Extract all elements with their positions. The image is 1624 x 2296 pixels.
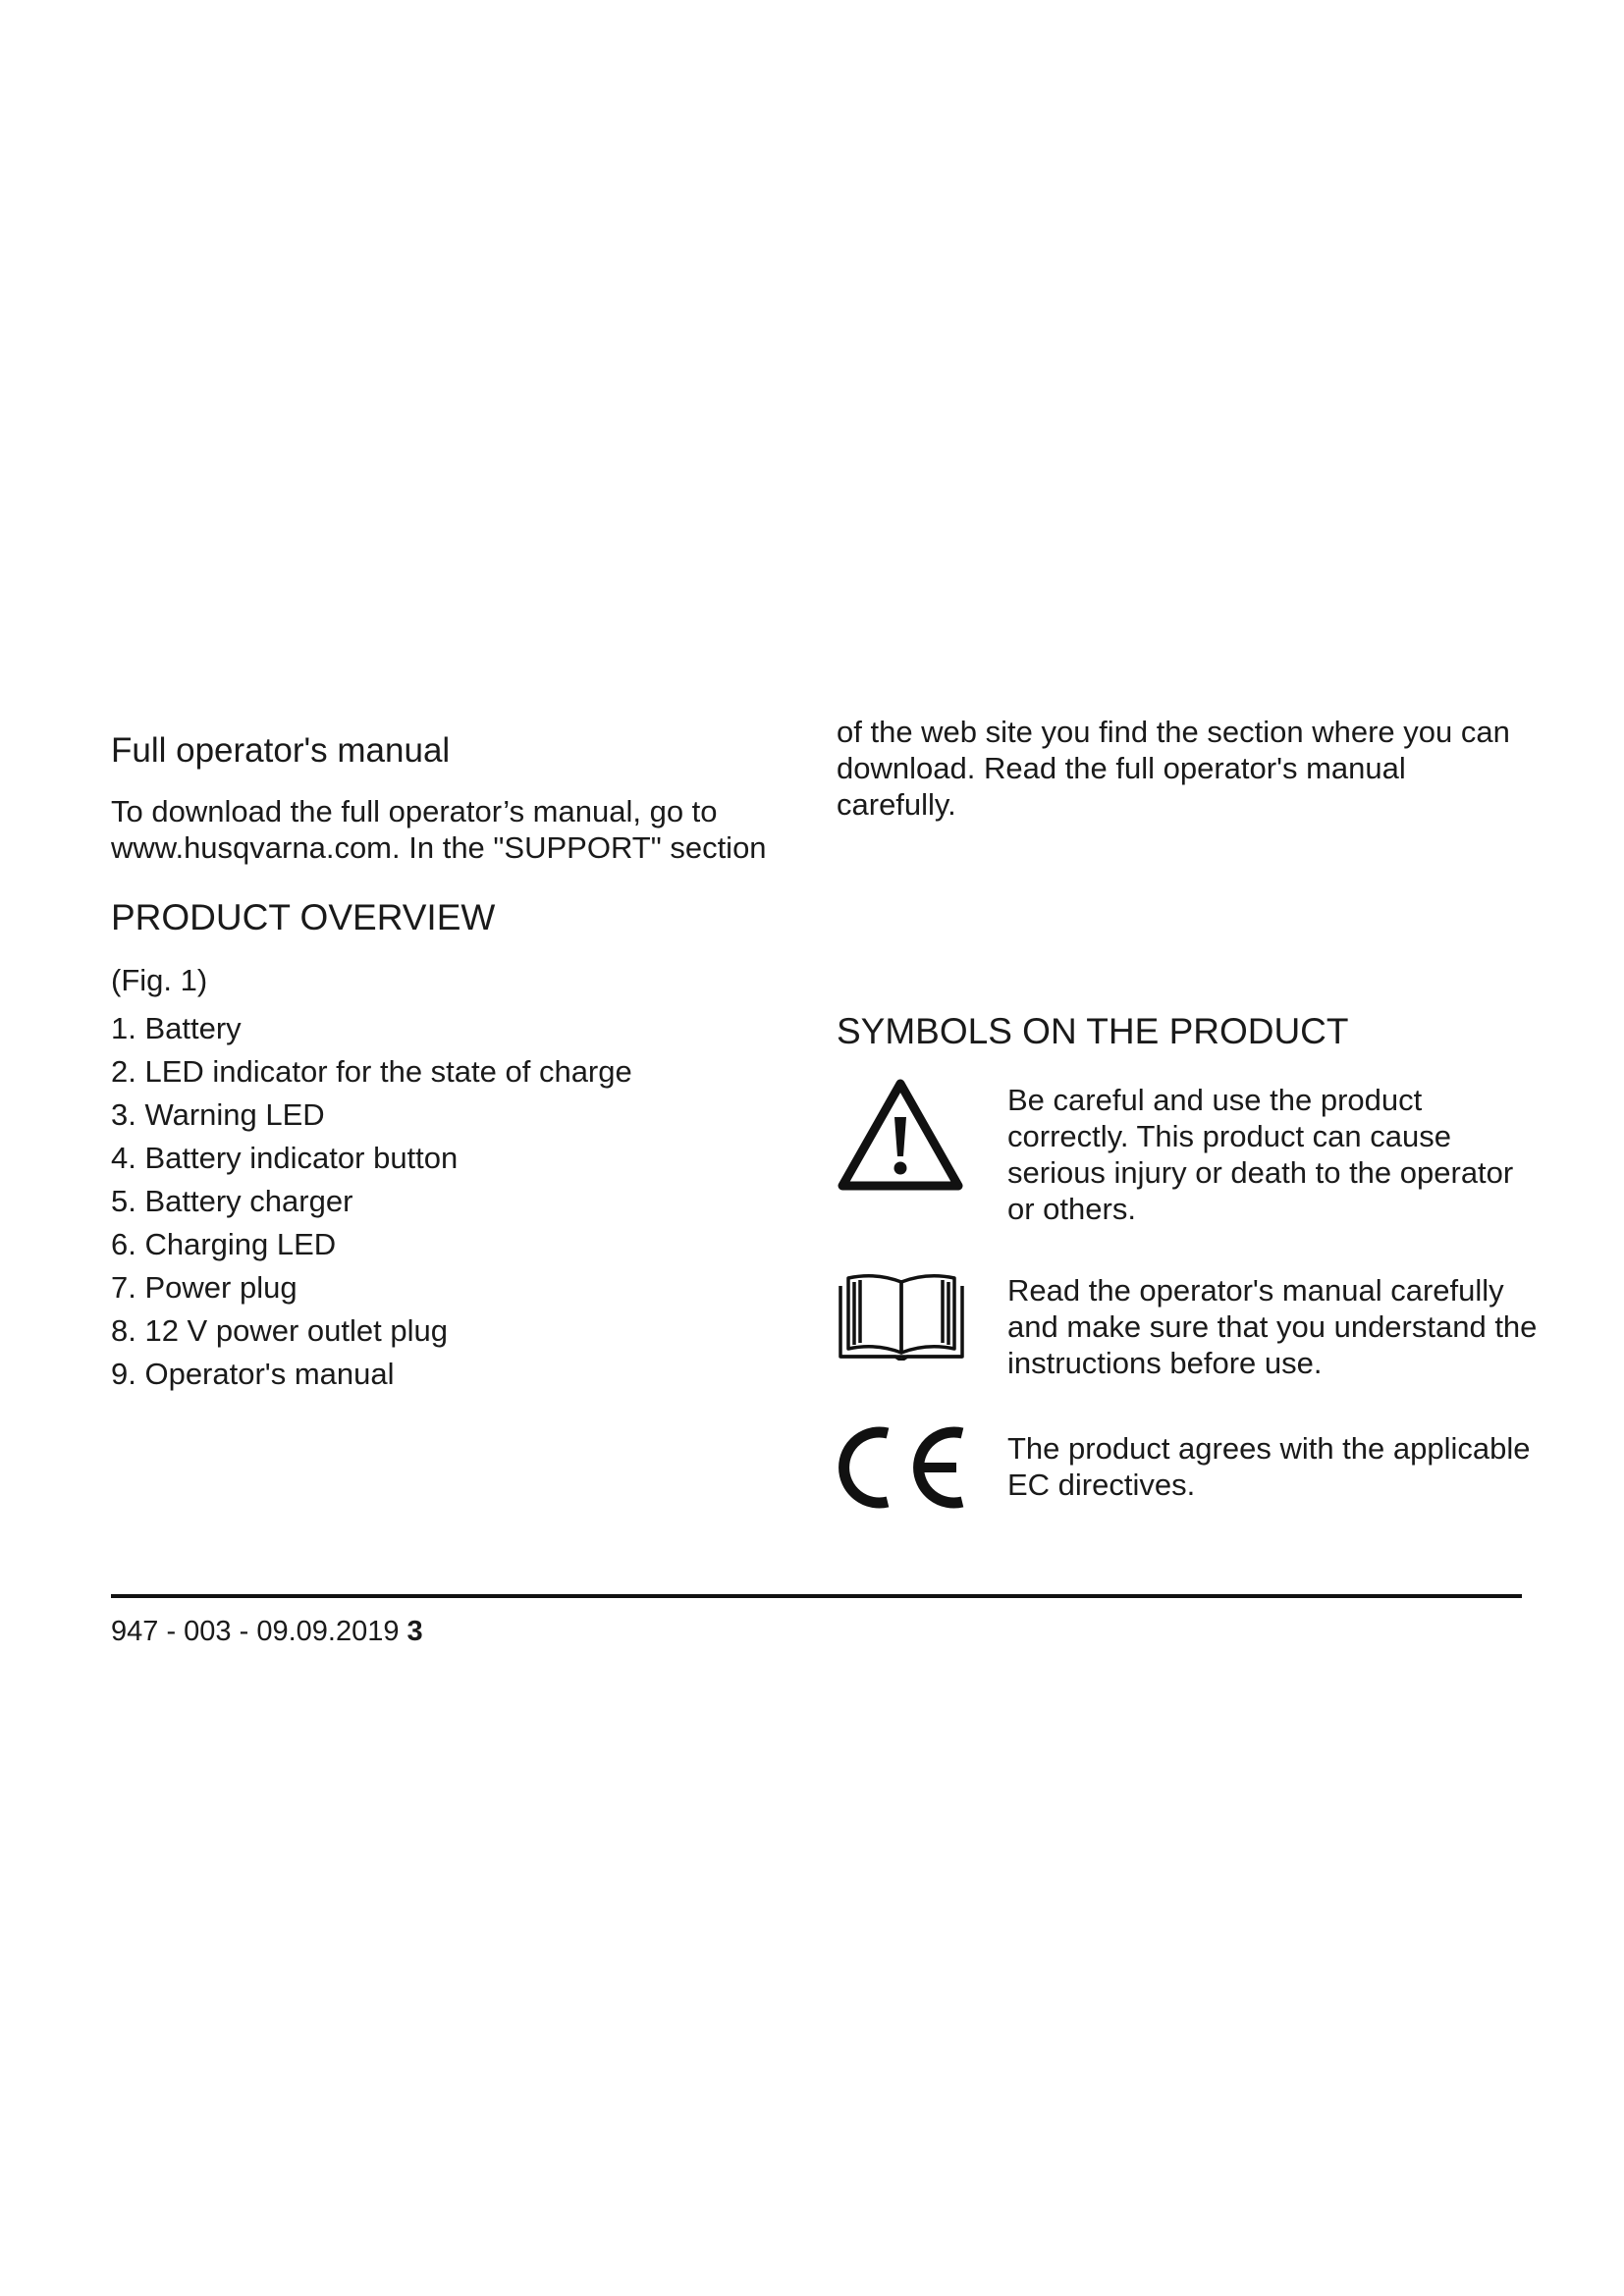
symbols-heading: SYMBOLS ON THE PRODUCT <box>837 1011 1349 1051</box>
list-item: 7. Power plug <box>111 1270 298 1305</box>
list-item: 6. Charging LED <box>111 1227 337 1261</box>
list-item: 8. 12 V power outlet plug <box>111 1313 448 1348</box>
full-manual-heading: Full operator's manual <box>111 731 451 770</box>
figure-reference: (Fig. 1) <box>111 963 208 997</box>
product-overview-heading: PRODUCT OVERVIEW <box>111 897 496 937</box>
footer <box>111 1614 423 1649</box>
list-item: 3. Warning LED <box>111 1097 325 1132</box>
list-item: 4. Battery indicator button <box>111 1141 459 1175</box>
symbol-manual-text: Read the operator's manual carefully and make sure that you understand the instructions before use. <box>1007 1273 1538 1380</box>
open-book-icon <box>837 1270 966 1361</box>
product-overview-list <box>111 1007 632 1396</box>
document-reference: 947 - 003 - 09.09.2019 <box>111 1616 400 1647</box>
ce-mark-icon <box>837 1423 970 1512</box>
page-number: 3 <box>406 1616 423 1647</box>
list-item: 1. Battery <box>111 1011 242 1045</box>
list-item: 2. LED indicator for the state of charge <box>111 1054 632 1089</box>
list-item: 5. Battery charger <box>111 1184 353 1218</box>
warning-triangle-icon <box>837 1078 964 1192</box>
symbol-warning-text: Be careful and use the product correctly. This product can cause serious injury or death to the operator or others. <box>1007 1083 1514 1226</box>
list-item: 9. Operator's manual <box>111 1357 395 1391</box>
symbol-ce-text: The product agrees with the applicable EC directives. <box>1007 1431 1531 1502</box>
full-manual-paragraph-part2: of the web site you find the section where you can download. Read the full operator's manual carefully. <box>837 715 1510 822</box>
footer-divider <box>111 1594 1522 1598</box>
full-manual-paragraph-part1: To download the full operator’s manual, go to www.husqvarna.com. In the "SUPPORT" section <box>111 794 767 865</box>
